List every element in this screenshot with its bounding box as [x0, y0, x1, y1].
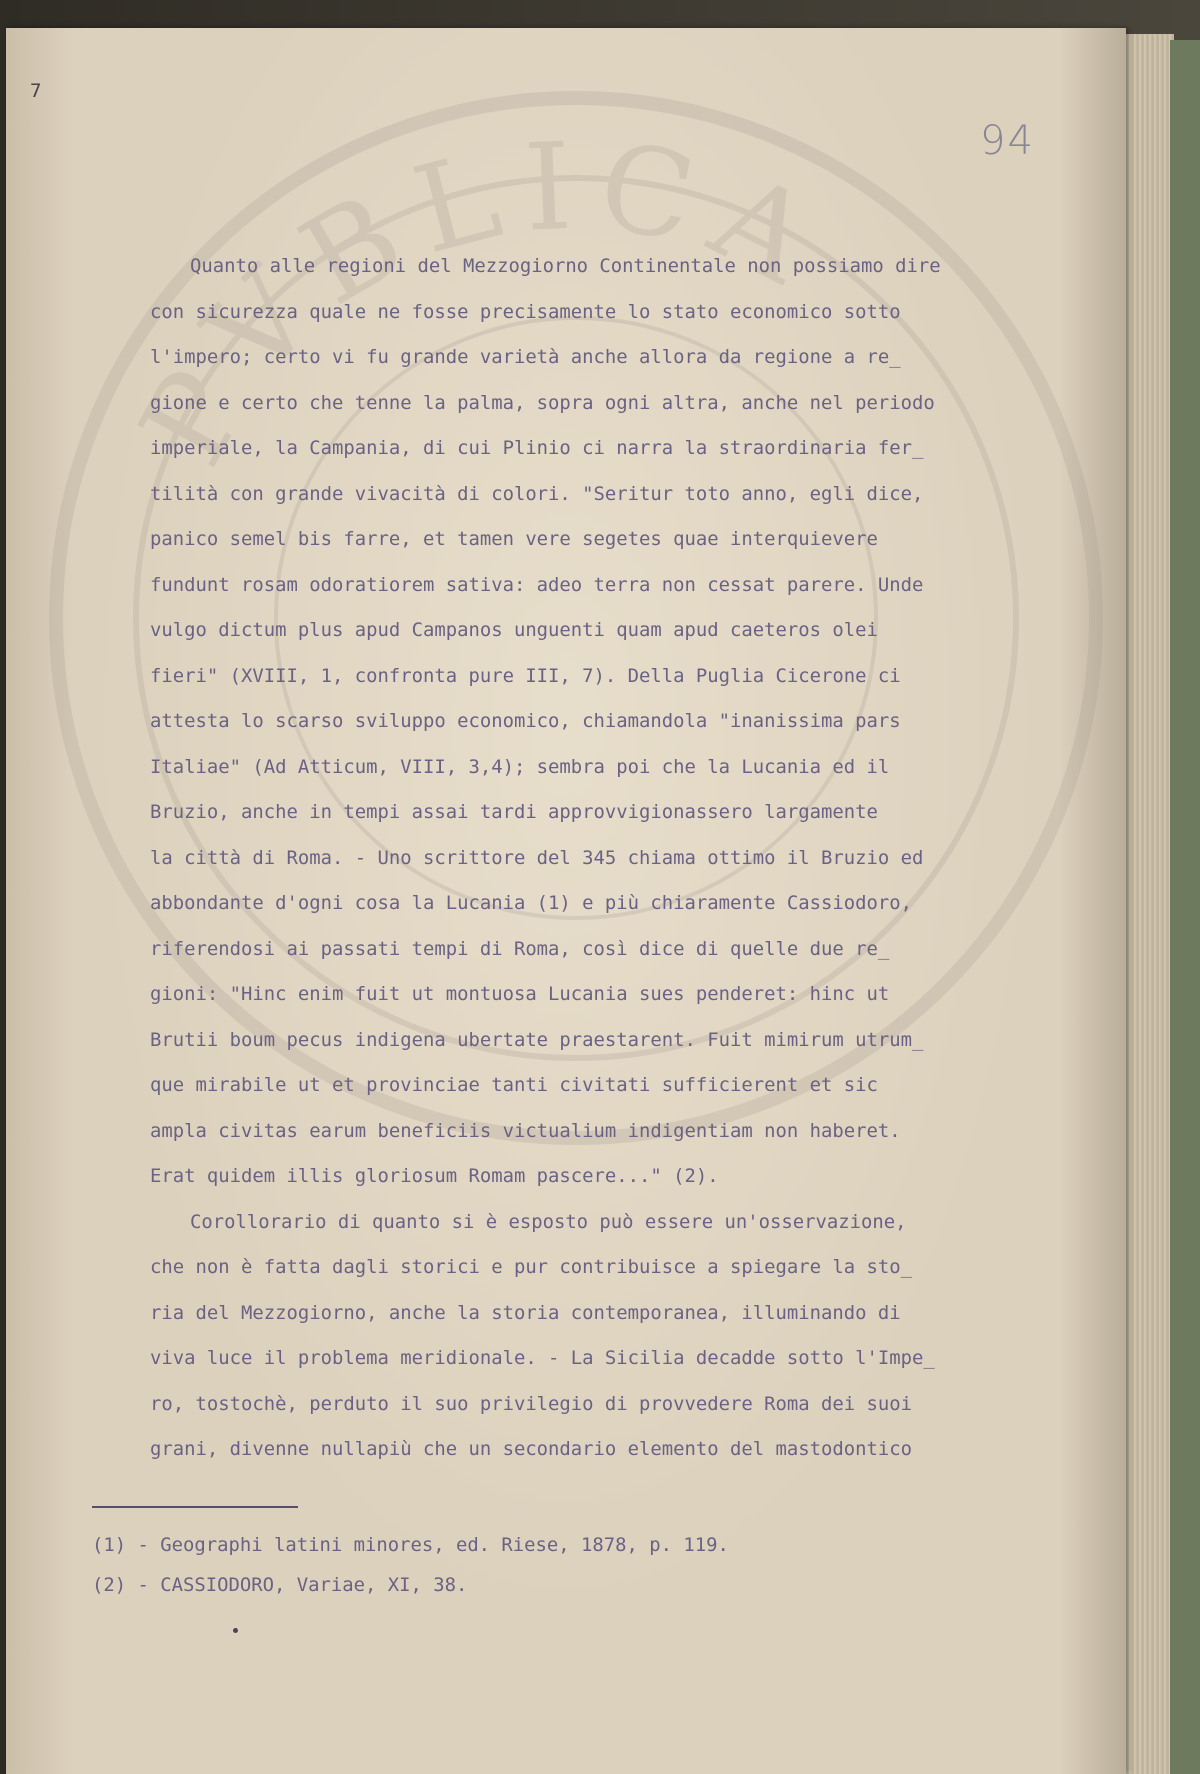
text-line: que mirabile ut et provinciae tanti civitati sufficierent et sic: [150, 1074, 878, 1096]
text-line: ampla civitas earum beneficiis victualium indigentiam non haberet.: [150, 1119, 901, 1142]
text-line: ria del Mezzogiorno, anche la storia contemporanea, illuminando di: [150, 1301, 901, 1324]
text-line: che non è fatta dagli storici e pur contribuisce a spiegare la sto_: [150, 1256, 912, 1278]
svg-text:PVBLICA: PVBLICA: [114, 116, 850, 488]
text-line: riferendosi ai passati tempi di Roma, così dice di quelle due re_: [150, 937, 890, 960]
page-number-left: 7: [30, 80, 42, 102]
text-line: la città di Roma. - Uno scrittore del 345 chiama ottimo il Bruzio ed: [150, 846, 924, 869]
footnote-2: (2) - CASSIODORO, Variae, XI, 38.: [92, 1574, 468, 1596]
text-line: l'impero; certo vi fu grande varietà anche allora da regione a re_: [150, 346, 901, 368]
text-line: Bruzio, anche in tempi assai tardi approvvigionassero largamente: [150, 801, 878, 823]
text-line: panico semel bis farre, et tamen vere segetes quae interquievere: [150, 528, 878, 550]
text-line: fundunt rosam odoratiorem sativa: adeo terra non cessat parere. Unde: [150, 573, 924, 596]
text-line: abbondante d'ogni cosa la Lucania (1) e più chiaramente Cassiodoro,: [150, 892, 912, 914]
text-line: vulgo dictum plus apud Campanos unguenti quam apud caeteros olei: [150, 619, 878, 641]
footnote-separator: [92, 1506, 298, 1508]
text-line: grani, divenne nullapiù che un secondario elemento del mastodontico: [150, 1438, 912, 1460]
body-text: [150, 244, 1120, 1473]
text-line: gione e certo che tenne la palma, sopra ogni altra, anche nel periodo: [150, 391, 935, 414]
book-cover: [1170, 40, 1200, 1774]
footnotes: [92, 1525, 1042, 1605]
text-line: gioni: "Hinc enim fuit ut montuosa Lucania sues penderet: hinc ut: [150, 983, 890, 1005]
text-line: con sicurezza quale ne fosse precisamente lo stato economico sotto: [150, 300, 901, 323]
ink-dot: [233, 1628, 238, 1633]
text-line: attesta lo scarso sviluppo economico, chiamandola "inanissima pars: [150, 710, 901, 732]
text-line: ro, tostochè, perduto il suo privilegio di provvedere Roma dei suoi: [150, 1392, 912, 1415]
page-edges: [1120, 34, 1174, 1774]
text-line: fieri" (XVIII, 1, confronta pure III, 7). Della Puglia Cicerone ci: [150, 664, 901, 687]
text-line: Erat quidem illis gloriosum Romam pascere..." (2).: [150, 1165, 719, 1187]
text-line: viva luce il problema meridionale. - La Sicilia decadde sotto l'Impe_: [150, 1347, 935, 1369]
text-line: tilità con grande vivacità di colori. "Seritur toto anno, egli dice,: [150, 482, 924, 505]
text-line: Brutii boum pecus indigena ubertate praestarent. Fuit mimirum utrum_: [150, 1028, 924, 1051]
text-line: Corollorario di quanto si è esposto può essere un'osservazione,: [190, 1210, 907, 1233]
text-line: Quanto alle regioni del Mezzogiorno Continentale non possiamo dire: [190, 255, 941, 277]
text-line: Italiae" (Ad Atticum, VIII, 3,4); sembra poi che la Lucania ed il: [150, 755, 890, 778]
text-line: imperiale, la Campania, di cui Plinio ci narra la straordinaria fer_: [150, 437, 924, 459]
footnote-1: (1) - Geographi latini minores, ed. Riese, 1878, p. 119.: [92, 1534, 729, 1556]
page-number-handwritten: 94: [980, 118, 1035, 164]
